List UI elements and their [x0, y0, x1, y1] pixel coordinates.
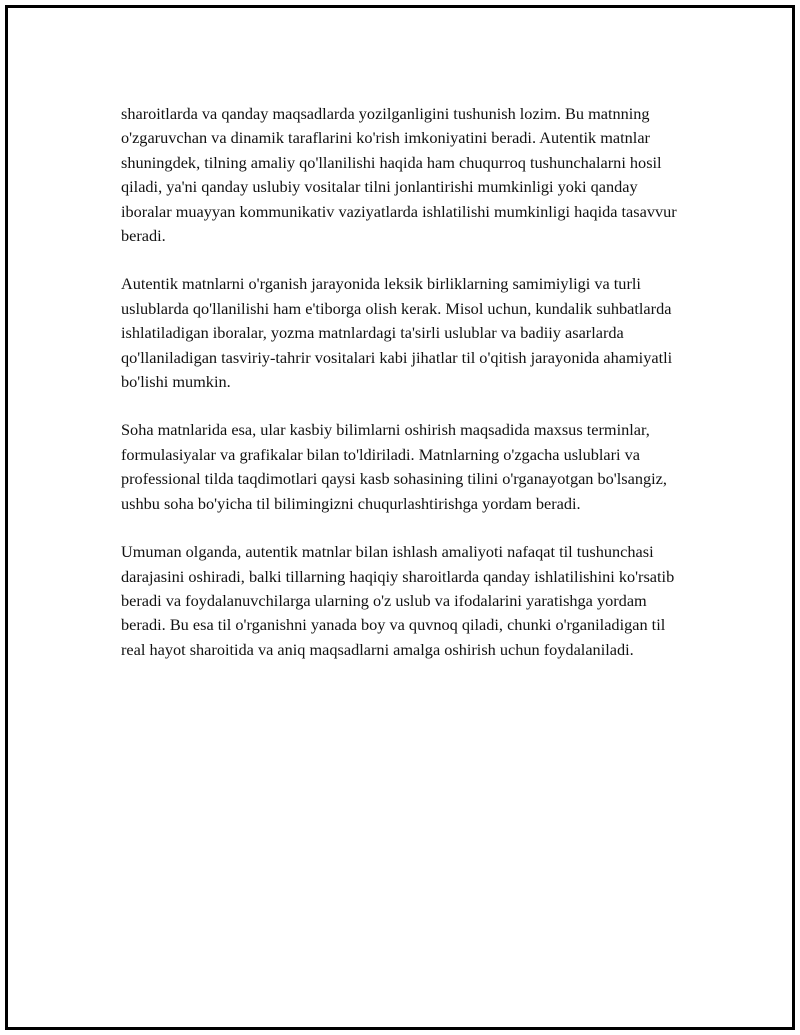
page-frame	[5, 5, 795, 1030]
paragraph-3: Soha matnlarida esa, ular kasbiy bilimlarni oshirish maqsadida maxsus terminlar, formulasiyalar va grafikalar bilan to'ldiriladi. Matnlarning o'zgacha uslublari va professional tilda taqdimotlari qaysi kasb sohasining tilini o'rganayotgan bo'lsangiz, ushbu soha bo'yicha til bilimingizni chuqurlashtirishga yordam beradi.	[121, 420, 667, 513]
paragraph-4: Umuman olganda, autentik matnlar bilan ishlash amaliyoti nafaqat til tushunchasi darajasini oshiradi, balki tillarning haqiqiy sharoitlarda qanday ishlatilishini ko'rsatib beradi va foydalanuvchilarga ularning o'z uslub va ifodalarini yaratishga yordam beradi. Bu esa til o'rganishni yanada boy va quvnoq qiladi, chunki o'rganiladigan til real hayot sharoitida va aniq maqsadlarni amalga oshirish uchun foydalaniladi.	[121, 542, 675, 659]
document-body	[121, 102, 691, 686]
paragraph-1: sharoitlarda va qanday maqsadlarda yozilganligini tushunish lozim. Bu matnning o'zgaruvchan va dinamik taraflarini ko'rish imkoniyatini beradi. Autentik matnlar shuningdek, tilning amaliy qo'llanilishi haqida ham chuqurroq tushunchalarni hosil qiladi, ya'ni qanday uslubiy vositalar tilni jonlantirishi mumkinligi yoki qanday iboralar muayyan kommunikativ vaziyatlarda ishlatilishi mumkinligi haqida tasavvur beradi.	[121, 104, 677, 246]
paragraph-2: Autentik matnlarni o'rganish jarayonida leksik birliklarning samimiyligi va turli uslublarda qo'llanilishi ham e'tiborga olish kerak. Misol uchun, kundalik suhbatlarda ishlatiladigan iboralar, yozma matnlardagi ta'sirli uslublar va badiiy asarlarda qo'llaniladigan tasviriy-tahrir vositalari kabi jihatlar til o'qitish jarayonida ahamiyatli bo'lishi mumkin.	[121, 274, 673, 392]
